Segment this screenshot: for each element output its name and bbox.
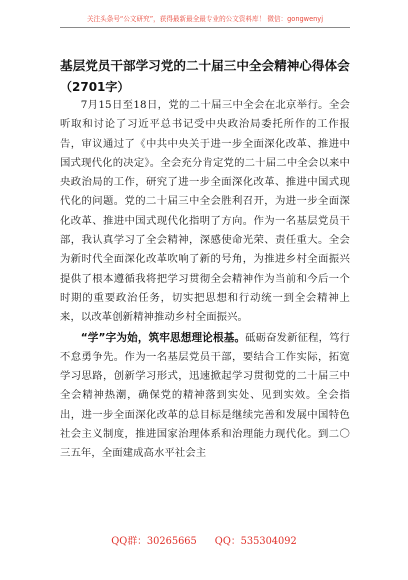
footer-contact — [0, 535, 408, 549]
footer-qq: QQ：535304092 — [214, 536, 297, 547]
paragraph-2-lead: “学”字为始，筑牢思想理论根基。 — [80, 331, 246, 344]
document-title: 基层党员干部学习党的二十届三中全会精神心得体会 — [60, 58, 350, 73]
paragraph-2-text: 砥砺奋发新征程，笃行不怠勇争先。作为一名基层党员干部，要结合工作实际，拓宽学习思路，创新学习形式，迅速掀起学习贯彻党的二十届三中全会精神热潮，确保党的精神落到实处、见到实效。全会指出，进一步全面深化改革的总目标是继续完善和发展中国特色社会主义制度，推进国家治理体系和治理能力现代化。到二〇三五年，全面建成高水平社会主 — [60, 331, 350, 460]
paragraph-1: 7月15日至18日，党的二十届三中全会在北京举行。全会听取和讨论了习近平总书记受中央政治局委托所作的工作报告，审议通过了《中共中央关于进一步全面深化改革、推进中国式现代化的决定》。全会充分肯定党的二十届二中全会以来中央政治局的工作，研究了进一步全面深化改革、推进中国式现代化的问题。党的二十届三中全会胜利召开，为进一步全面深化改革、推进中国式现代化指明了方向。作为一名基层党员干部，我认真学习了全会精神，深感使命光荣、责任重大。全会为新时代全面深化改革吹响了新的号角，为推进乡村全面振兴提供了根本遵循我将把学习贯彻全会精神作为当前和今后一个时期的重要政治任务，切实把思想和行动统一到全会精神上来，以改革创新精神推动乡村全面振兴。 — [60, 99, 350, 324]
header-banner: 关注头条号“公文研究”，获得最新最全最专业的公文资料库！ 微信：gongwenyj — [60, 14, 350, 28]
document-body — [60, 96, 350, 464]
footer-qq-group: QQ群：30265665 — [111, 536, 197, 547]
word-count: （2701字） — [60, 80, 130, 94]
paragraph-2 — [60, 329, 350, 464]
